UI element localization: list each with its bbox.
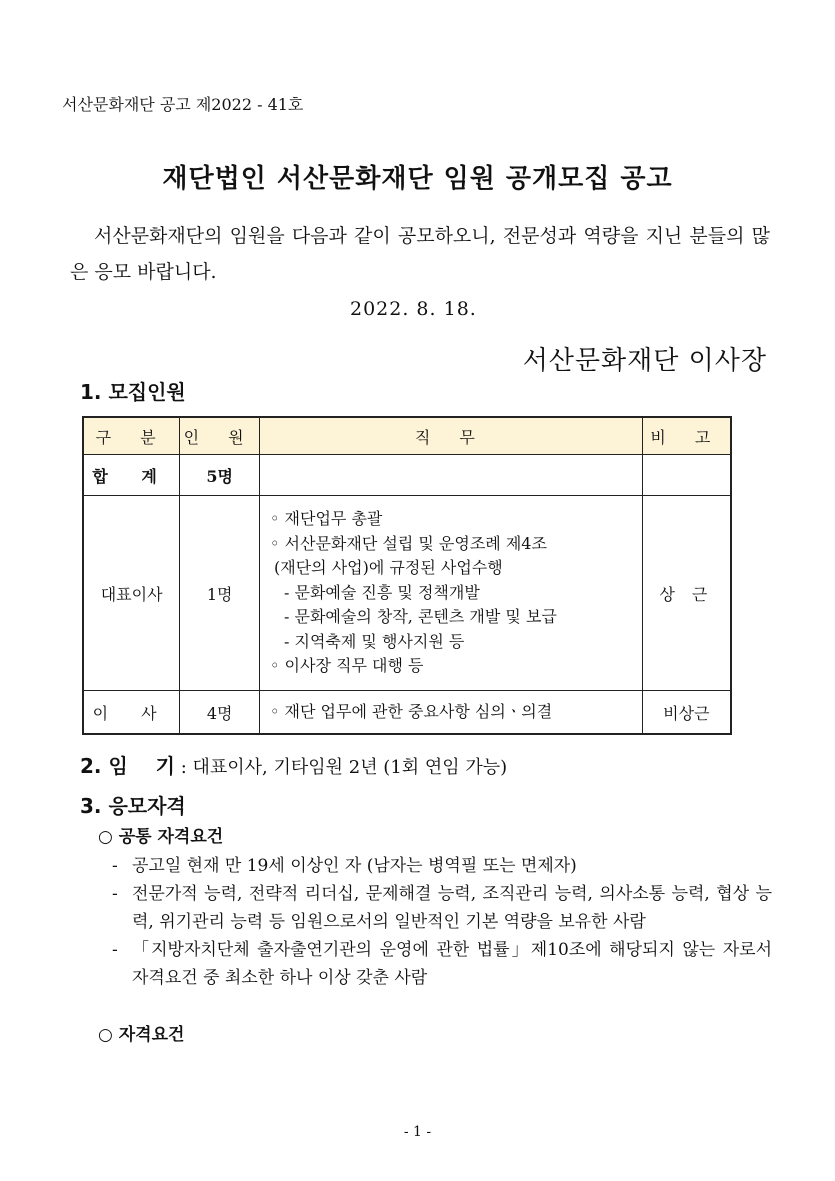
- intro-paragraph: 서산문화재단의 임원을 다음과 같이 공모하오니, 전문성과 역량을 지닌 분들의 많은 응모 바랍니다.: [70, 225, 770, 283]
- common-requirements-title: ○ 공통 자격요건: [98, 827, 224, 847]
- director-category: 이 사: [83, 691, 180, 735]
- page-title: 재단법인 서산문화재단 임원 공개모집 공고: [162, 164, 673, 194]
- notice-date: 2022. 8. 18.: [350, 298, 477, 320]
- total-duty: [260, 455, 643, 496]
- duty-line: ◦ 재단업무 총괄: [270, 509, 383, 529]
- notice-number: 서산문화재단 공고 제2022 - 41호: [62, 95, 304, 114]
- list-item: [112, 880, 772, 936]
- header-duty: 직 무: [260, 417, 643, 455]
- list-text: 「지방자치단체 출자출연기관의 운영에 관한 법률」제10조에 해당되지 않는 자로서 자격요건 중 최소한 하나 이상 갖춘 사람: [132, 940, 772, 988]
- list-text: 공고일 현재 만 19세 이상인 자 (남자는 병역필 또는 면제자): [132, 856, 577, 876]
- table-row-total: [83, 455, 731, 496]
- signer: 서산문화재단 이사장: [522, 346, 767, 376]
- ceo-category: 대표이사: [83, 496, 180, 691]
- table-header-row: [83, 417, 731, 455]
- requirements-title: ○ 자격요건: [98, 1025, 185, 1045]
- table-row-ceo: [83, 496, 731, 691]
- recruitment-table: [82, 416, 732, 735]
- director-duty: ◦ 재단 업무에 관한 중요사항 심의ㆍ의결: [260, 691, 643, 735]
- ceo-note: 상 근: [642, 496, 731, 691]
- section-2-content: : 대표이사, 기타임원 2년 (1회 연임 가능): [174, 757, 508, 778]
- ceo-count: 1명: [180, 496, 260, 691]
- list-item: [112, 852, 772, 880]
- total-category: 합 계: [83, 455, 180, 496]
- list-text: 전문가적 능력, 전략적 리더십, 문제해결 능력, 조직관리 능력, 의사소통 능력, 협상 능력, 위기관리 능력 등 임원으로서의 일반적인 기본 역량을 보유한 사람: [132, 884, 772, 932]
- section-2: [80, 750, 507, 779]
- header-note: 비 고: [642, 417, 731, 455]
- section-2-title: 2. 임 기: [80, 754, 175, 778]
- duty-line: - 문화예술의 창작, 콘텐츠 개발 및 보급: [284, 607, 557, 627]
- total-count: 5명: [180, 455, 260, 496]
- duty-line: - 문화예술 진흥 및 정책개발: [284, 582, 480, 602]
- list-dash: -: [112, 884, 118, 904]
- duty-line: ◦ 이사장 직무 대행 등: [270, 656, 424, 676]
- header-count: 인 원: [180, 417, 260, 455]
- common-requirements-list: [112, 852, 772, 992]
- table-row-director: [83, 691, 731, 735]
- page-number: - 1 -: [403, 1124, 432, 1140]
- section-1-title: 1. 모집인원: [80, 380, 186, 404]
- header-category: 구 분: [83, 417, 180, 455]
- total-note: [642, 455, 731, 496]
- duty-line: ◦ 서산문화재단 설립 및 운영조례 제4조: [270, 533, 547, 553]
- director-note: 비상근: [642, 691, 731, 735]
- list-item: [112, 936, 772, 992]
- list-dash: -: [112, 940, 118, 960]
- ceo-duty: [260, 496, 643, 691]
- list-dash: -: [112, 856, 118, 876]
- duty-line: - 지역축제 및 행사지원 등: [284, 631, 465, 651]
- section-3-title: 3. 응모자격: [80, 794, 186, 818]
- duty-line: (재단의 사업)에 규정된 사업수행: [274, 558, 503, 578]
- director-count: 4명: [180, 691, 260, 735]
